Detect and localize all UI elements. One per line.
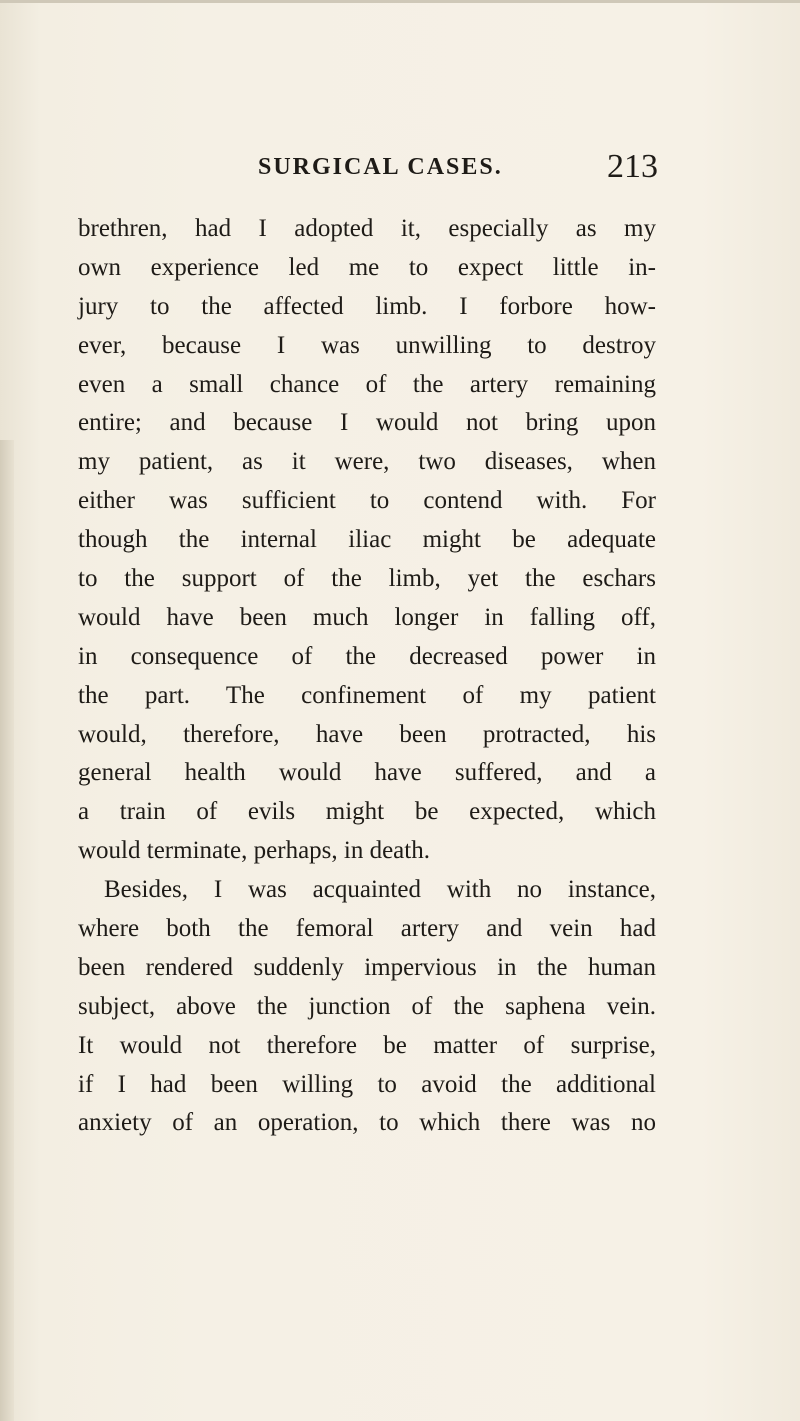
text-line: would terminate, perhaps, in death. [78,837,430,865]
text-line: entire; and because I would not bring upon [78,409,656,437]
page-number: 213 [607,148,658,185]
text-line: subject, above the junction of the saphena vein. [78,992,656,1020]
text-line: own experience led me to expect little in- [78,253,656,281]
text-line: would have been much longer in falling off, [78,603,656,631]
text-line: even a small chance of the artery remaining [78,370,656,398]
text-line: in consequence of the decreased power in [78,642,656,670]
page-top-edge [0,0,800,3]
running-head: SURGICAL CASES. [258,154,503,180]
text-line: though the internal iliac might be adequate [78,526,656,554]
text-line: It would not therefore be matter of surprise, [78,1031,656,1059]
body-text [78,210,656,1143]
text-line: would, therefore, have been protracted, his [78,720,656,748]
text-line: Besides, I was acquainted with no instance, [104,876,656,904]
text-line: brethren, had I adopted it, especially as my [78,215,656,242]
text-line: the part. The confinement of my patient [78,681,656,709]
text-line: general health would have suffered, and a [78,759,656,787]
text-line: anxiety of an operation, to which there was no [78,1109,656,1137]
binding-gutter-shadow [0,440,14,1421]
text-line: to the support of the limb, yet the eschars [78,565,656,593]
text-line: my patient, as it were, two diseases, when [78,448,656,476]
text-line: where both the femoral artery and vein had [78,915,656,943]
page-header [258,148,658,188]
text-line: either was sufficient to contend with. For [78,487,656,515]
text-line: jury to the affected limb. I forbore how- [78,292,656,320]
text-line: a train of evils might be expected, which [78,798,656,826]
text-line: ever, because I was unwilling to destroy [78,331,656,359]
text-line: if I had been willing to avoid the additional [78,1070,656,1098]
text-line: been rendered suddenly impervious in the human [78,953,656,981]
